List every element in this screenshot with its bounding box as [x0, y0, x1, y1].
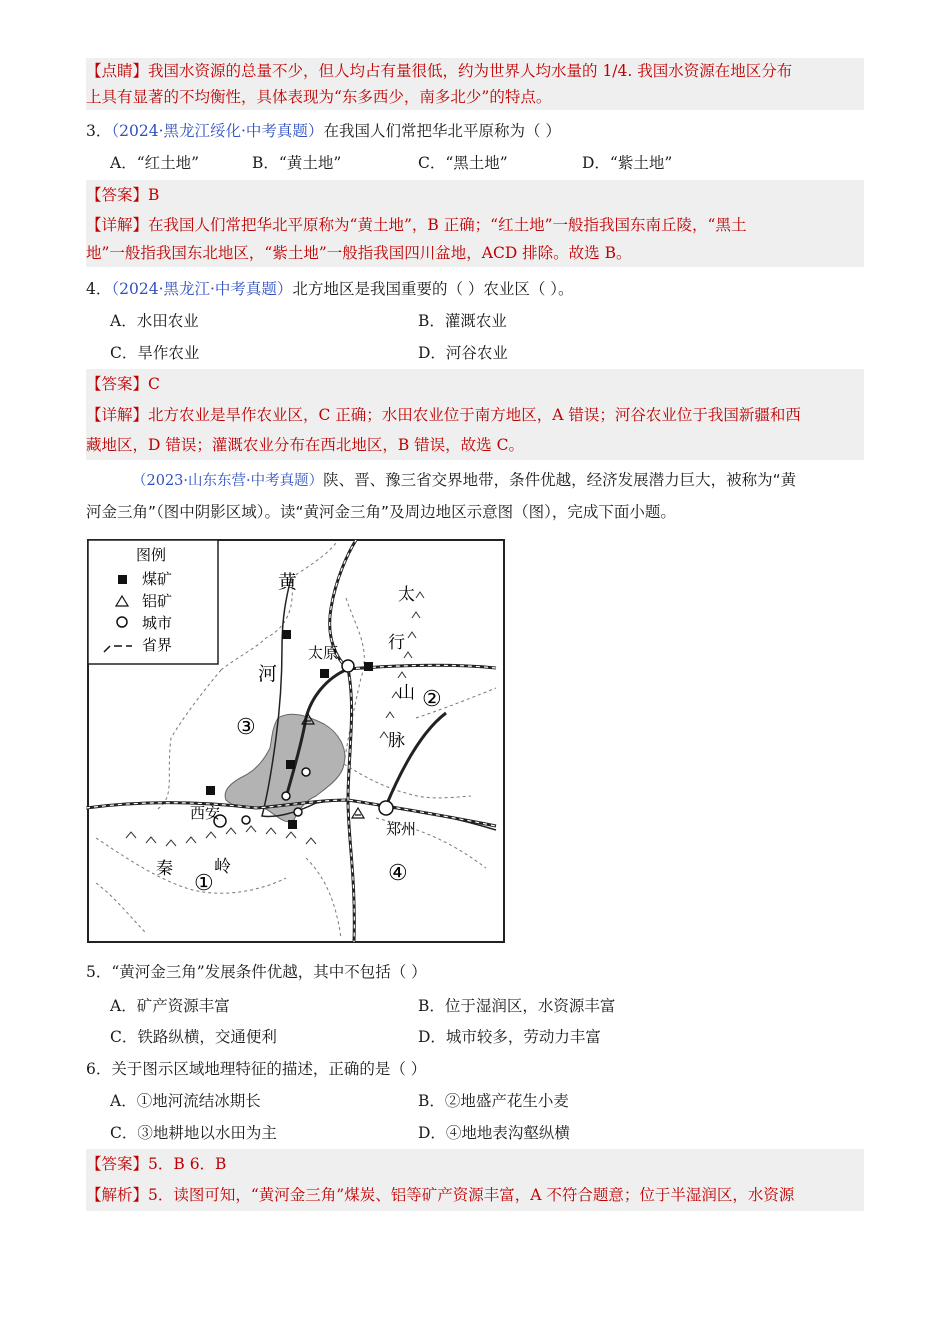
q4-detail-tag: 【详解】 — [86, 406, 149, 424]
q5-option-a: A．矿产资源丰富 — [110, 997, 230, 1015]
legend-border: 省界 — [142, 636, 173, 654]
legend-aluminium: 铝矿 — [142, 592, 173, 610]
q56-analysis-text: 5．读图可知，“黄河金三角”煤炭、铝等矿产资源丰富，A 不符合题意；位于半湿润区，水资源 — [148, 1186, 795, 1204]
q6-option-c: C．③地耕地以水田为主 — [110, 1124, 277, 1142]
q4-detail-line1: 北方农业是旱作农业区，C 正确；水田农业位于南方地区，A 错误；河谷农业位于我国新疆和西 — [148, 406, 801, 424]
qinling-label-1: 秦 — [156, 859, 173, 879]
q3-answer-tag: 【答案】 — [86, 186, 149, 204]
region-label-2: ② — [422, 687, 442, 712]
q4-question: 北方地区是我国重要的（ ）农业区（ ）。 — [292, 280, 574, 298]
q6-option-d: D．④地地表沟壑纵横 — [418, 1124, 570, 1142]
q3-stem — [86, 115, 864, 147]
q3-answer — [86, 180, 864, 211]
taihang-label-2: 行 — [388, 633, 405, 653]
dianjing-tag: 【点睛】 — [86, 62, 149, 80]
q5-number: 5． — [86, 963, 112, 981]
taihang-label-4: 脉 — [388, 731, 405, 751]
intro-source: （2023·山东东营·中考真题） — [132, 473, 324, 489]
q3-option-a: A．“红土地” — [110, 154, 200, 172]
q4-option-c: C．旱作农业 — [110, 344, 200, 362]
qinling-label-2: 岭 — [214, 857, 231, 877]
q6-question: 关于图示区域地理特征的描述，正确的是（ ） — [111, 1060, 427, 1078]
q3-detail-line2: 地”一般指我国东北地区，“紫土地”一般指我国四川盆地，ACD 排除。故选 B。 — [86, 244, 632, 262]
city-label-taiyuan: 太原 — [308, 644, 339, 662]
q56-answer — [86, 1149, 864, 1180]
q3-question: 在我国人们常把华北平原称为（ ） — [323, 122, 561, 140]
region-label-1: ① — [194, 871, 214, 896]
dianjing-line1: 我国水资源的总量不少，但人均占有量很低，约为世界人均水量的 1/4. 我国水资源在地区分布 — [148, 62, 793, 80]
taihang-label-3: 山 — [398, 683, 415, 703]
q6-option-a: A．①地河流结冰期长 — [110, 1092, 261, 1110]
q4-stem — [86, 273, 864, 305]
city-label-xian: 西安 — [190, 804, 221, 822]
q4-option-b: B．灌溉农业 — [418, 312, 507, 330]
q4-answer-tag: 【答案】 — [86, 375, 149, 393]
q4-number: 4． — [86, 280, 112, 298]
q6-option-b: B．②地盛产花生小麦 — [418, 1092, 569, 1110]
q4-option-d: D．河谷农业 — [418, 344, 508, 362]
q56-answer-tag: 【答案】 — [86, 1155, 149, 1173]
coal-legend-icon — [118, 575, 127, 584]
q56-analysis — [86, 1180, 864, 1211]
q4-answer-value: C — [148, 375, 160, 393]
q5-option-b: B．位于湿润区，水资源丰富 — [418, 997, 616, 1015]
dianjing-line2: 上具有显著的不均衡性，具体表现为“东多西少，南多北少”的特点。 — [86, 88, 552, 106]
map-svg — [86, 538, 506, 944]
group-intro — [86, 464, 864, 528]
region-label-3: ③ — [236, 715, 256, 740]
q4-detail-line2: 藏地区，D 错误；灌溉农业分布在西北地区，B 错误，故选 C。 — [86, 436, 524, 454]
q5-option-d: D．城市较多，劳动力丰富 — [418, 1028, 601, 1046]
q56-answer-value: 5．B 6．B — [148, 1155, 227, 1173]
legend-city: 城市 — [142, 614, 173, 632]
taihang-label-1: 太 — [398, 585, 415, 605]
city-legend-icon — [117, 617, 127, 627]
q3-detail-tag: 【详解】 — [86, 216, 149, 234]
q4-source: （2024·黑龙江·中考真题） — [111, 280, 293, 298]
q5-question: “黄河金三角”发展条件优越，其中不包括（ ） — [111, 963, 427, 981]
intro-line1: 陕、晋、豫三省交界地带，条件优越，经济发展潜力巨大，被称为“黄 — [323, 471, 797, 489]
map-figure — [86, 538, 506, 944]
q3-detail-line1: 在我国人们常把华北平原称为“黄土地”，B 正确；“红土地”一般指我国东南丘陵，“黑土 — [148, 216, 747, 234]
q4-answer — [86, 369, 864, 400]
q5-option-c: C．铁路纵横，交通便利 — [110, 1028, 277, 1046]
q3-answer-value: B — [148, 186, 160, 204]
legend-coal: 煤矿 — [142, 570, 173, 588]
city-label-zhengzhou: 郑州 — [386, 820, 417, 838]
q56-analysis-tag: 【解析】 — [86, 1186, 149, 1204]
q3-option-d: D．“紫土地” — [582, 154, 673, 172]
legend-title: 图例 — [136, 546, 167, 564]
q4-option-a: A．水田农业 — [110, 312, 199, 330]
q3-source: （2024·黑龙江绥化·中考真题） — [111, 122, 324, 140]
map-legend — [88, 540, 218, 664]
q3-detail — [86, 211, 864, 267]
q6-number: 6． — [86, 1060, 112, 1078]
q6-stem — [86, 1053, 864, 1085]
river-label-he: 河 — [258, 663, 278, 685]
q5-stem — [86, 956, 864, 988]
q3-option-c: C．“黑土地” — [418, 154, 508, 172]
region-label-4: ④ — [388, 861, 408, 886]
q3-option-b: B．“黄土地” — [252, 154, 342, 172]
q3-number: 3． — [86, 122, 112, 140]
intro-line2: 河金三角”（图中阴影区域）。读“黄河金三角”及周边地区示意图（图），完成下面小题。 — [86, 503, 676, 521]
dianjing-block — [86, 58, 864, 110]
river-label-huang: 黄 — [278, 571, 298, 593]
q4-detail — [86, 400, 864, 460]
